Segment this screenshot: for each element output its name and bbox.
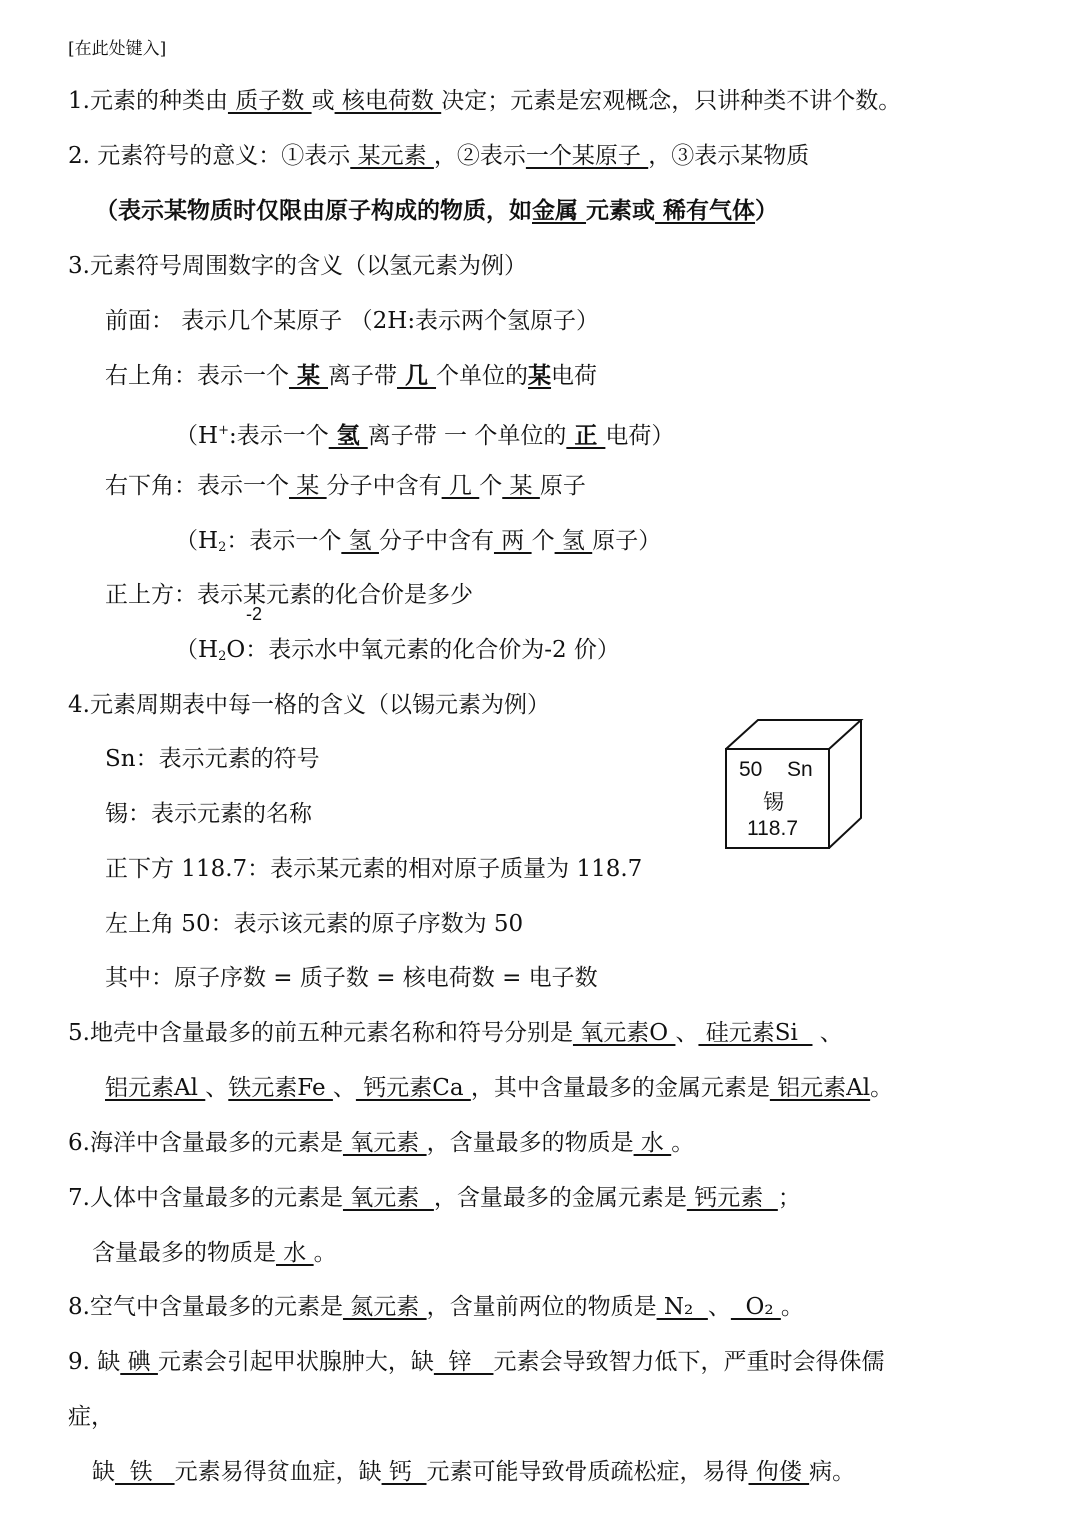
blank-answer: 某 (289, 473, 327, 499)
item-4-name (105, 799, 312, 829)
valence-superscript: -2 (246, 604, 263, 624)
blank-answer: 几 (397, 362, 437, 389)
superscript: + (218, 423, 229, 438)
item-3-upper-right-example (175, 416, 674, 451)
text: 9. 缺 (68, 1349, 121, 1375)
item-3-top-example (175, 635, 620, 672)
blank-answer: 水 (633, 1130, 672, 1156)
blank-answer: 一个某原子 (525, 143, 649, 169)
item-9-cont (92, 1457, 855, 1487)
text: 7.人体中含量最多的元素是 (68, 1185, 343, 1211)
text: 其中：原子序数 = 质子数 = 核电荷数 = 电子数 (105, 965, 598, 991)
blank-answer: 两 (493, 528, 532, 554)
text: O：表示水中氧元素的化合价为-2 价） (226, 637, 620, 663)
item-4-symbol (105, 744, 320, 774)
subscript: 2 (218, 540, 227, 555)
item-3-upper-right (105, 361, 597, 391)
blank-answer: O₂ (730, 1294, 781, 1320)
item-5 (68, 1018, 843, 1048)
text: 个 (479, 473, 503, 499)
text: 、 (205, 1075, 229, 1101)
atomic-mass: 118.7 (747, 817, 798, 840)
text: 元素可能导致骨质疏松症，易得 (426, 1459, 749, 1485)
item-3-top (105, 580, 473, 610)
text: 右上角：表示一个 (105, 363, 289, 389)
blank-answer: 质子数 (227, 88, 312, 114)
blank-answer: 铁元素Fe (228, 1075, 333, 1101)
text: 5.地壳中含量最多的前五种元素名称和符号分别是 (68, 1020, 573, 1046)
text: 元素或 (586, 197, 656, 224)
blank-answer: 铁 (115, 1459, 175, 1485)
text: ，②表示 (433, 143, 526, 169)
text: 。 (671, 1130, 695, 1156)
header-placeholder-tag: [在此处键入] (68, 39, 167, 59)
text: 电荷 (551, 363, 598, 389)
blank-answer: 钙 (381, 1459, 427, 1485)
text: ，含量最多的金属元素是 (433, 1185, 687, 1211)
text: 分子中含有 (378, 528, 494, 554)
item-3-lower-right (105, 471, 586, 501)
blank-answer: 钙元素 (686, 1185, 778, 1211)
text: ，含量前两位的物质是 (426, 1294, 657, 1320)
text: 元素会导致智力低下，严重时会得侏儒 (493, 1349, 885, 1375)
text: 病。 (809, 1459, 856, 1485)
blank-answer: 铝元素Al (105, 1075, 206, 1101)
text: 元素易得贫血症，缺 (174, 1459, 382, 1485)
text: 正上方：表示某元素的化合价是多少 (105, 582, 473, 608)
text: 分子中含有 (326, 473, 442, 499)
text: :表示一个 (228, 423, 329, 449)
item-5-cont (105, 1073, 893, 1103)
text: 右下角：表示一个 (105, 473, 289, 499)
blank-answer: 某 (528, 362, 552, 389)
item-9 (68, 1347, 884, 1377)
text: （表示某物质时仅限由原子构成的物质，如 (95, 197, 532, 224)
element-symbol: Sn (787, 758, 813, 781)
text: 、 (332, 1075, 356, 1101)
blank-answer: 氧元素 (342, 1185, 434, 1211)
blank-answer: 氧元素O (572, 1020, 676, 1046)
blank-answer: 几 (441, 473, 480, 499)
text: 或 (311, 88, 335, 114)
blank-answer: 氢 (554, 528, 593, 554)
text: 锡：表示元素的名称 (105, 801, 312, 827)
item-2 (68, 141, 809, 171)
item-7 (68, 1183, 801, 1213)
text: 含量最多的物质是 (92, 1240, 276, 1266)
element-cell-cube (723, 717, 865, 852)
blank-answer: 某元素 (350, 143, 434, 169)
text: 缺 (92, 1459, 115, 1485)
text: 前面： 表示几个某原子 （2H:表示两个氢原子） (105, 308, 600, 334)
text: （H (175, 528, 219, 554)
blank-answer: N₂ (656, 1294, 708, 1320)
text: 正下方 118.7：表示某元素的相对原子质量为 118.7 (105, 856, 643, 882)
item-8 (68, 1292, 804, 1322)
text: 4.元素周期表中每一格的含义（以锡元素为例） (68, 692, 550, 718)
text: （H (175, 423, 219, 449)
text: （H (175, 637, 219, 663)
text: 8.空气中含量最多的元素是 (68, 1294, 343, 1320)
blank-answer: 金属 (532, 197, 587, 224)
text: ：表示一个 (226, 528, 342, 554)
blank-answer: 某 (502, 473, 540, 499)
blank-answer: 锌 (433, 1349, 494, 1375)
text: 。 (313, 1240, 337, 1266)
text: 决定；元素是宏观概念，只讲种类不讲个数。 (441, 88, 902, 114)
text: 电荷） (605, 423, 675, 449)
text: 、 (707, 1294, 731, 1320)
item-3-lower-right-example (175, 526, 661, 563)
text: 个 (531, 528, 555, 554)
text: 离子带 一 个单位的 (367, 423, 567, 449)
blank-answer: 钙元素Ca (355, 1075, 471, 1101)
blank-answer: 氧元素 (342, 1130, 427, 1156)
text: 离子带 (328, 363, 398, 389)
item-2-note (95, 196, 778, 226)
item-1 (68, 86, 901, 116)
item-7-cont (92, 1238, 337, 1268)
item-4 (68, 690, 550, 720)
text: ，其中含量最多的金属元素是 (470, 1075, 770, 1101)
text: Sn：表示元素的符号 (105, 746, 320, 772)
text: 个单位的 (436, 363, 529, 389)
item-3-front (105, 306, 599, 336)
text: 元素会引起甲状腺肿大，缺 (157, 1349, 434, 1375)
text: ； (777, 1185, 801, 1211)
blank-answer: 正 (566, 422, 606, 449)
item-9-wrap (68, 1402, 114, 1432)
text: 左上角 50：表示该元素的原子序数为 50 (105, 911, 524, 937)
blank-answer: 稀有气体 (655, 197, 756, 224)
blank-answer: 氢 (328, 422, 368, 449)
blank-answer: 氮元素 (342, 1294, 427, 1320)
blank-answer: 硅元素Si (698, 1020, 813, 1046)
subscript: 2 (218, 649, 227, 664)
blank-answer: 铝元素Al (769, 1075, 871, 1101)
text: 1.元素的种类由 (68, 88, 228, 114)
text: 。 (780, 1294, 804, 1320)
blank-answer: 氢 (341, 528, 379, 554)
blank-answer: 水 (276, 1240, 314, 1266)
text: 。 (870, 1075, 894, 1101)
element-name: 锡 (763, 790, 784, 814)
item-3 (68, 251, 527, 281)
item-4-number (105, 909, 523, 939)
atomic-number: 50 (739, 758, 763, 781)
text: 6.海洋中含量最多的元素是 (68, 1130, 343, 1156)
text: ，含量最多的物质是 (426, 1130, 634, 1156)
item-6 (68, 1128, 694, 1158)
item-4-mass (105, 854, 642, 884)
item-4-equality (105, 963, 598, 993)
text: ，③表示某物质 (648, 143, 810, 169)
blank-answer: 佝偻 (748, 1459, 810, 1485)
text: 2. 元素符号的意义：①表示 (68, 143, 351, 169)
text: 症， (68, 1404, 114, 1430)
text: 3.元素符号周围数字的含义（以氢元素为例） (68, 253, 527, 279)
blank-answer: 碘 (120, 1349, 158, 1375)
text: 原子 (539, 473, 586, 499)
blank-answer: 核电荷数 (334, 88, 442, 114)
text: 原子） (592, 528, 662, 554)
text: 、 (812, 1020, 843, 1046)
text: ） (755, 197, 779, 224)
text: 、 (675, 1020, 699, 1046)
blank-answer: 某 (289, 362, 329, 389)
